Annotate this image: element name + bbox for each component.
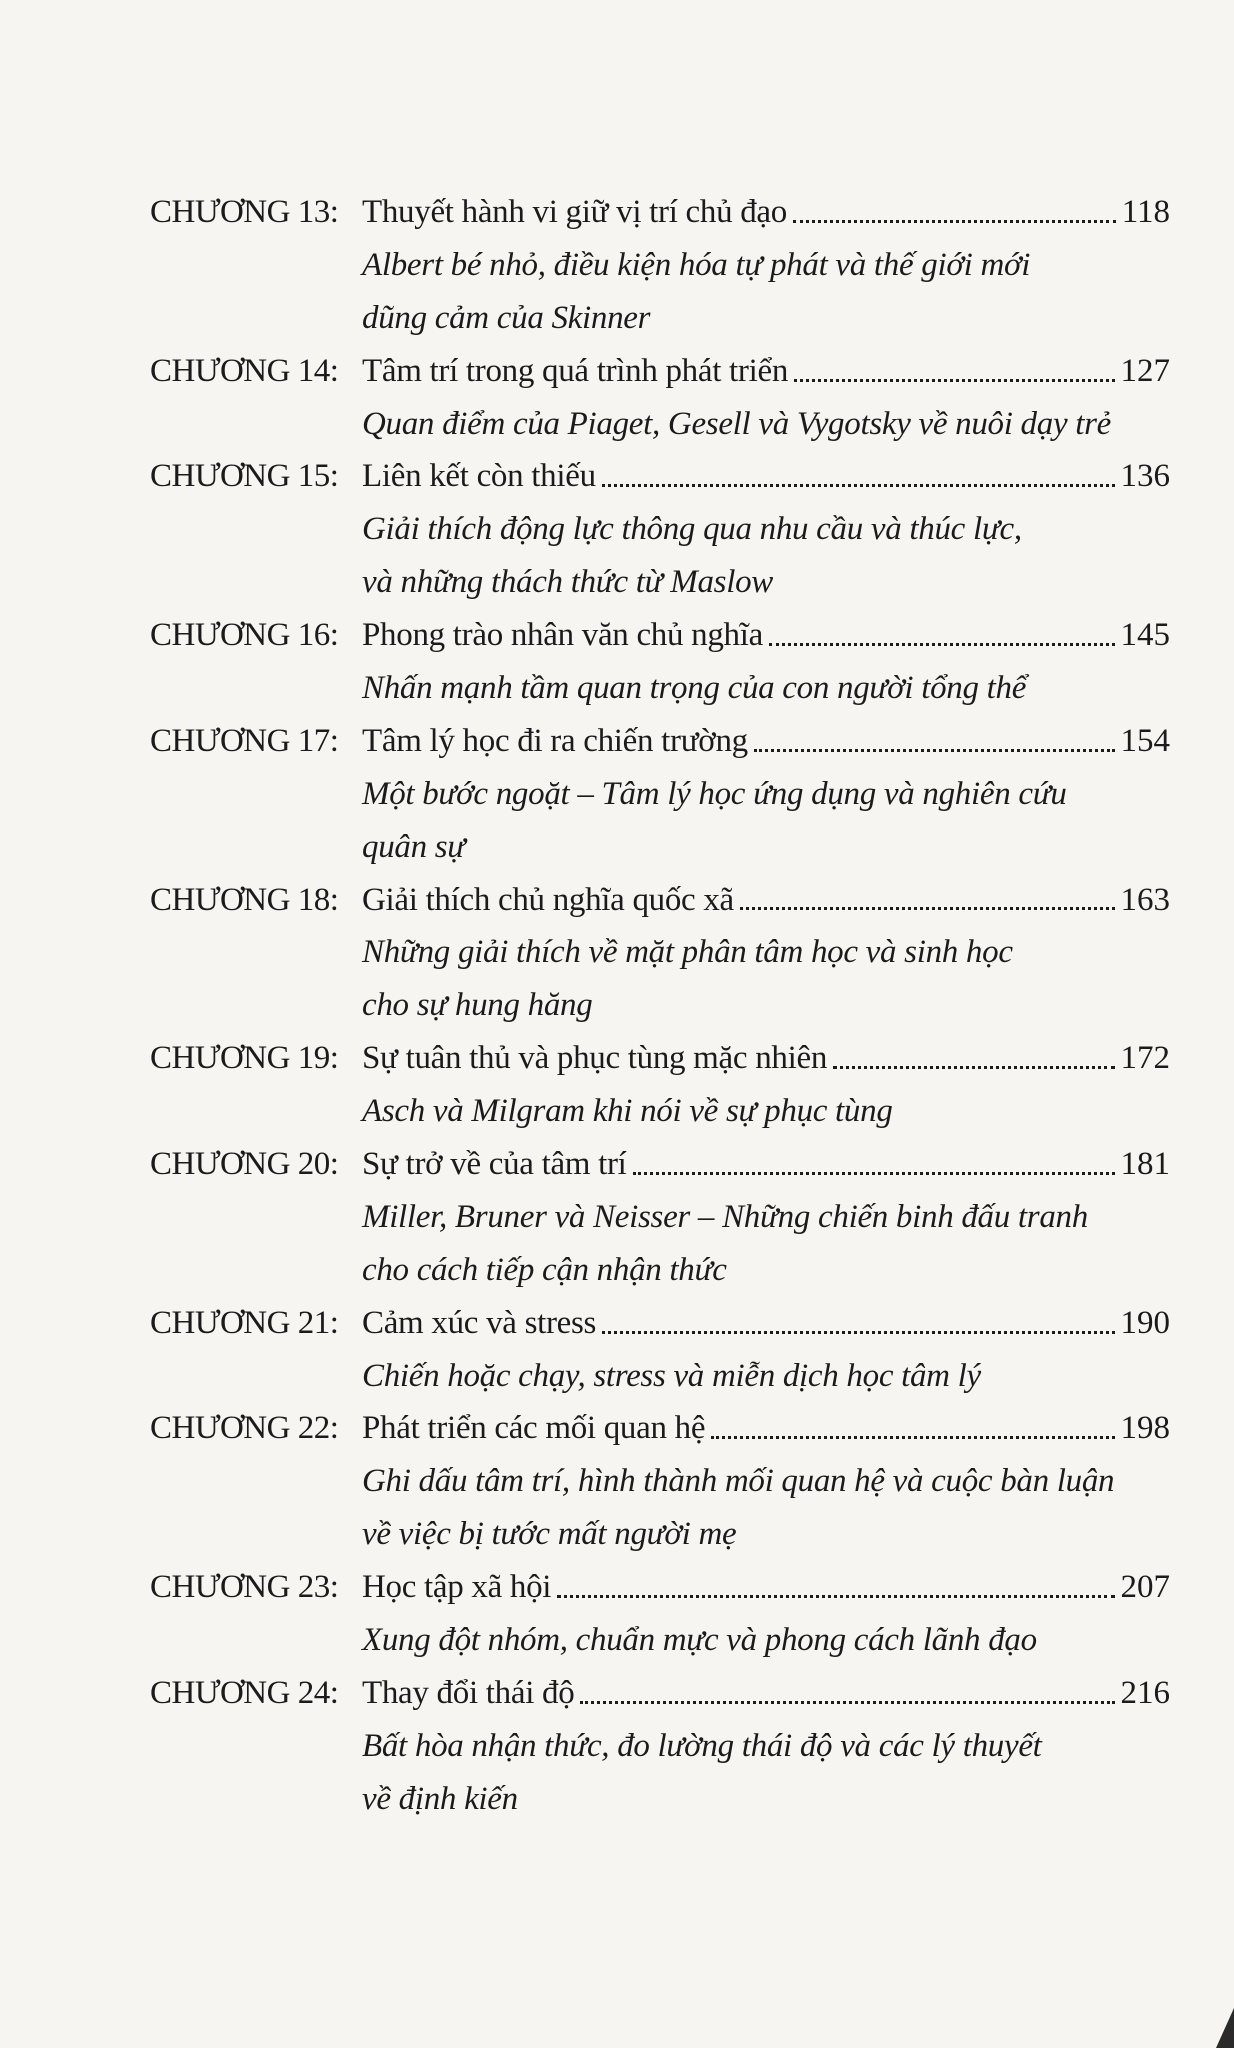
dot-leader [833, 1032, 1114, 1085]
page-corner-shadow [1216, 2008, 1234, 2048]
page-number: 145 [1120, 617, 1170, 654]
dot-leader [794, 345, 1114, 398]
chapter-label: CHƯƠNG 15: [150, 458, 339, 495]
dot-leader [633, 1138, 1115, 1191]
chapter-subtitle: Giải thích động lực thông qua nhu cầu và thúc lực, [362, 511, 1022, 548]
chapter-label: CHƯƠNG 14: [150, 352, 339, 389]
chapter-label: CHƯƠNG 18: [150, 881, 339, 918]
chapter-subtitle: Xung đột nhóm, chuẩn mực và phong cách lãnh đạo [362, 1622, 1037, 1659]
chapter-label: CHƯƠNG 17: [150, 722, 339, 759]
chapter-label: CHƯƠNG 21: [150, 1304, 339, 1341]
chapter-label: CHƯƠNG 19: [150, 1040, 339, 1077]
page-number: 216 [1120, 1674, 1170, 1711]
chapter-label: CHƯƠNG 24: [150, 1674, 339, 1711]
dot-leader [580, 1667, 1114, 1720]
chapter-title: Cảm xúc và stress [362, 1304, 597, 1341]
toc-entry [150, 609, 1170, 662]
chapter-subtitle: Ghi dấu tâm trí, hình thành mối quan hệ và cuộc bàn luận [362, 1463, 1115, 1500]
page-number: 172 [1120, 1040, 1170, 1077]
chapter-subtitle: cho sự hung hăng [362, 987, 593, 1024]
toc-entry [150, 1402, 1170, 1455]
toc-entry [150, 345, 1170, 398]
page-number: 190 [1120, 1304, 1170, 1341]
toc-entry [150, 186, 1170, 239]
page-number: 136 [1120, 458, 1170, 495]
chapter-subtitle: quân sự [362, 828, 465, 865]
chapter-subtitle: Chiến hoặc chạy, stress và miễn dịch học tâm lý [362, 1357, 981, 1394]
chapter-subtitle: Bất hòa nhận thức, đo lường thái độ và các lý thuyết [362, 1727, 1042, 1764]
chapter-title: Sự trở về của tâm trí [362, 1146, 627, 1183]
chapter-title: Tâm lý học đi ra chiến trường [362, 722, 748, 759]
toc-entry [150, 1667, 1170, 1720]
dot-leader [711, 1402, 1114, 1455]
toc-entry [150, 715, 1170, 768]
page-number: 198 [1120, 1410, 1170, 1447]
dot-leader [557, 1561, 1114, 1614]
toc-entry [150, 1561, 1170, 1614]
toc-entry [150, 1032, 1170, 1085]
page-number: 181 [1120, 1146, 1170, 1183]
chapter-label: CHƯƠNG 16: [150, 617, 339, 654]
dot-leader [793, 186, 1116, 239]
chapter-subtitle: Asch và Milgram khi nói về sự phục tùng [362, 1093, 893, 1130]
page-number: 118 [1121, 194, 1170, 230]
chapter-subtitle: về định kiến [362, 1780, 518, 1817]
toc-entry [150, 450, 1170, 503]
chapter-subtitle: về việc bị tước mất người mẹ [362, 1516, 737, 1553]
toc-entry [150, 1138, 1170, 1191]
toc-entry [150, 874, 1170, 927]
page-number: 163 [1120, 881, 1170, 918]
chapter-title: Phát triển các mối quan hệ [362, 1410, 706, 1447]
chapter-title: Thuyết hành vi giữ vị trí chủ đạo [362, 194, 787, 230]
chapter-subtitle: cho cách tiếp cận nhận thức [362, 1251, 727, 1288]
chapter-title: Thay đổi thái độ [362, 1674, 575, 1711]
dot-leader [740, 874, 1115, 927]
chapter-subtitle: Albert bé nhỏ, điều kiện hóa tự phát và thế giới mới [362, 246, 1031, 283]
dot-leader [754, 715, 1115, 768]
page-number: 207 [1120, 1569, 1170, 1606]
page-number: 127 [1120, 352, 1170, 389]
chapter-title: Học tập xã hội [362, 1569, 552, 1606]
chapter-title: Phong trào nhân văn chủ nghĩa [362, 617, 763, 654]
chapter-subtitle: dũng cảm của Skinner [362, 299, 651, 336]
chapter-subtitle: Miller, Bruner và Neisser – Những chiến binh đấu tranh [362, 1198, 1088, 1235]
chapter-label: CHƯƠNG 23: [150, 1569, 339, 1606]
chapter-subtitle: Nhấn mạnh tầm quan trọng của con người tổng thể [362, 670, 1027, 707]
chapter-title: Giải thích chủ nghĩa quốc xã [362, 881, 734, 918]
dot-leader [602, 450, 1115, 503]
chapter-label: CHƯƠNG 20: [150, 1146, 339, 1183]
toc-entry [150, 1297, 1170, 1350]
chapter-subtitle: và những thách thức từ Maslow [362, 564, 774, 601]
chapter-subtitle: Những giải thích về mặt phân tâm học và sinh học [362, 934, 1013, 971]
chapter-label: CHƯƠNG 13: [150, 194, 339, 230]
chapter-subtitle: Quan điểm của Piaget, Gesell và Vygotsky về nuôi dạy trẻ [362, 405, 1112, 442]
chapter-label: CHƯƠNG 22: [150, 1410, 339, 1447]
chapter-title: Liên kết còn thiếu [362, 458, 596, 495]
chapter-subtitle: Một bước ngoặt – Tâm lý học ứng dụng và nghiên cứu [362, 775, 1067, 812]
dot-leader [602, 1297, 1114, 1350]
chapter-title: Sự tuân thủ và phục tùng mặc nhiên [362, 1040, 828, 1077]
dot-leader [769, 609, 1115, 662]
chapter-title: Tâm trí trong quá trình phát triển [362, 352, 789, 389]
page-number: 154 [1120, 722, 1170, 759]
table-of-contents [150, 186, 1170, 1826]
